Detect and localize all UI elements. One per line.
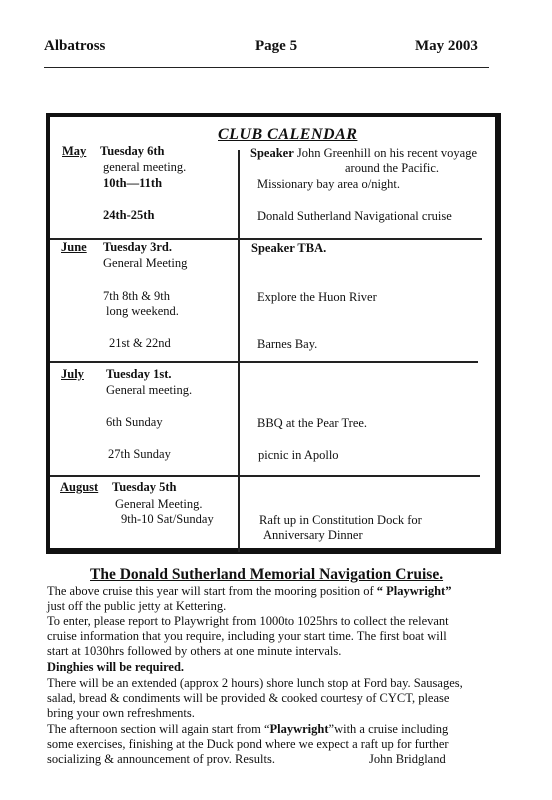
calendar-event: [250, 146, 477, 160]
month-july: July: [61, 367, 84, 381]
article-line: cruise information that you require, including your start time. The first boat will: [47, 629, 447, 643]
calendar-date: 21st & 22nd: [109, 336, 171, 350]
calendar-event: Missionary bay area o/night.: [257, 177, 401, 191]
article-line: [47, 584, 451, 599]
calendar-event: around the Pacific.: [345, 161, 440, 175]
boat-name: “ Playwright”: [376, 584, 452, 598]
article-line: There will be an extended (approx 2 hours) shore lunch stop at Ford bay. Sausages,: [47, 676, 463, 690]
article-line: just off the public jetty at Kettering.: [47, 599, 227, 613]
month-june: June: [61, 240, 87, 254]
issue-date: May 2003: [415, 38, 478, 54]
calendar-row-divider: [50, 475, 480, 477]
calendar-event: Speaker TBA.: [251, 241, 327, 255]
calendar-date-note: General Meeting.: [115, 497, 203, 511]
calendar-date: 9th-10 Sat/Sunday: [121, 512, 214, 526]
calendar-event: Raft up in Constitution Dock for: [259, 513, 422, 527]
calendar-date-note: general meeting.: [103, 160, 187, 174]
article-line: start at 1030hrs followed by others at one minute intervals.: [47, 644, 342, 658]
calendar-date: 6th Sunday: [106, 415, 163, 429]
calendar-date: Tuesday 6th: [100, 144, 165, 158]
article-line: socializing & announcement of prov. Results.: [47, 752, 275, 766]
article-line: To enter, please report to Playwright from 1000to 1025hrs to collect the relevant: [47, 614, 449, 628]
article-author: John Bridgland: [369, 752, 446, 766]
calendar-date: Tuesday 3rd.: [103, 240, 173, 254]
article-text: ”with a cruise including: [328, 722, 449, 736]
boat-name: Playwright: [269, 722, 329, 736]
calendar-event: Anniversary Dinner: [263, 528, 363, 542]
calendar-column-divider: [238, 150, 240, 552]
calendar-event: Donald Sutherland Navigational cruise: [257, 209, 452, 223]
event-text: John Greenhill on his recent voyage: [296, 146, 478, 160]
calendar-event: picnic in Apollo: [258, 448, 339, 462]
article-subheading: Dinghies will be required.: [47, 660, 185, 674]
calendar-row-divider: [50, 361, 478, 363]
calendar-event: Barnes Bay.: [257, 337, 318, 351]
calendar-date-note: long weekend.: [106, 304, 179, 318]
calendar-event: Explore the Huon River: [257, 290, 377, 304]
calendar-date: Tuesday 1st.: [106, 367, 172, 381]
calendar-date: 24th-25th: [103, 208, 155, 222]
article-text: The afternoon section will again start from “: [47, 722, 270, 736]
calendar-date: 7th 8th & 9th: [103, 289, 171, 303]
article-line: [47, 722, 448, 737]
calendar-date: Tuesday 5th: [112, 480, 177, 494]
article-title: The Donald Sutherland Memorial Navigation Cruise.: [90, 566, 444, 583]
calendar-date-note: General Meeting: [103, 256, 188, 270]
calendar-date: 10th—11th: [103, 176, 163, 190]
article-line: salad, bread & condiments will be provided & cooked courtesy of CYCT, please: [47, 691, 450, 705]
calendar-event: BBQ at the Pear Tree.: [257, 416, 368, 430]
article-line: some exercises, finishing at the Duck pond where we expect a raft up for further: [47, 737, 449, 751]
article-text: The above cruise this year will start from the mooring position of: [47, 584, 374, 598]
speaker-label: Speaker: [250, 146, 294, 160]
month-may: May: [62, 144, 87, 158]
calendar-date: 27th Sunday: [108, 447, 171, 461]
month-august: August: [60, 480, 99, 494]
newsletter-name: Albatross: [44, 38, 106, 54]
article-line: bring your own refreshments.: [47, 706, 195, 720]
calendar-title: CLUB CALENDAR: [218, 126, 358, 143]
calendar-date-note: General meeting.: [106, 383, 193, 397]
page-number: Page 5: [255, 38, 298, 54]
header-rule: [44, 67, 489, 68]
